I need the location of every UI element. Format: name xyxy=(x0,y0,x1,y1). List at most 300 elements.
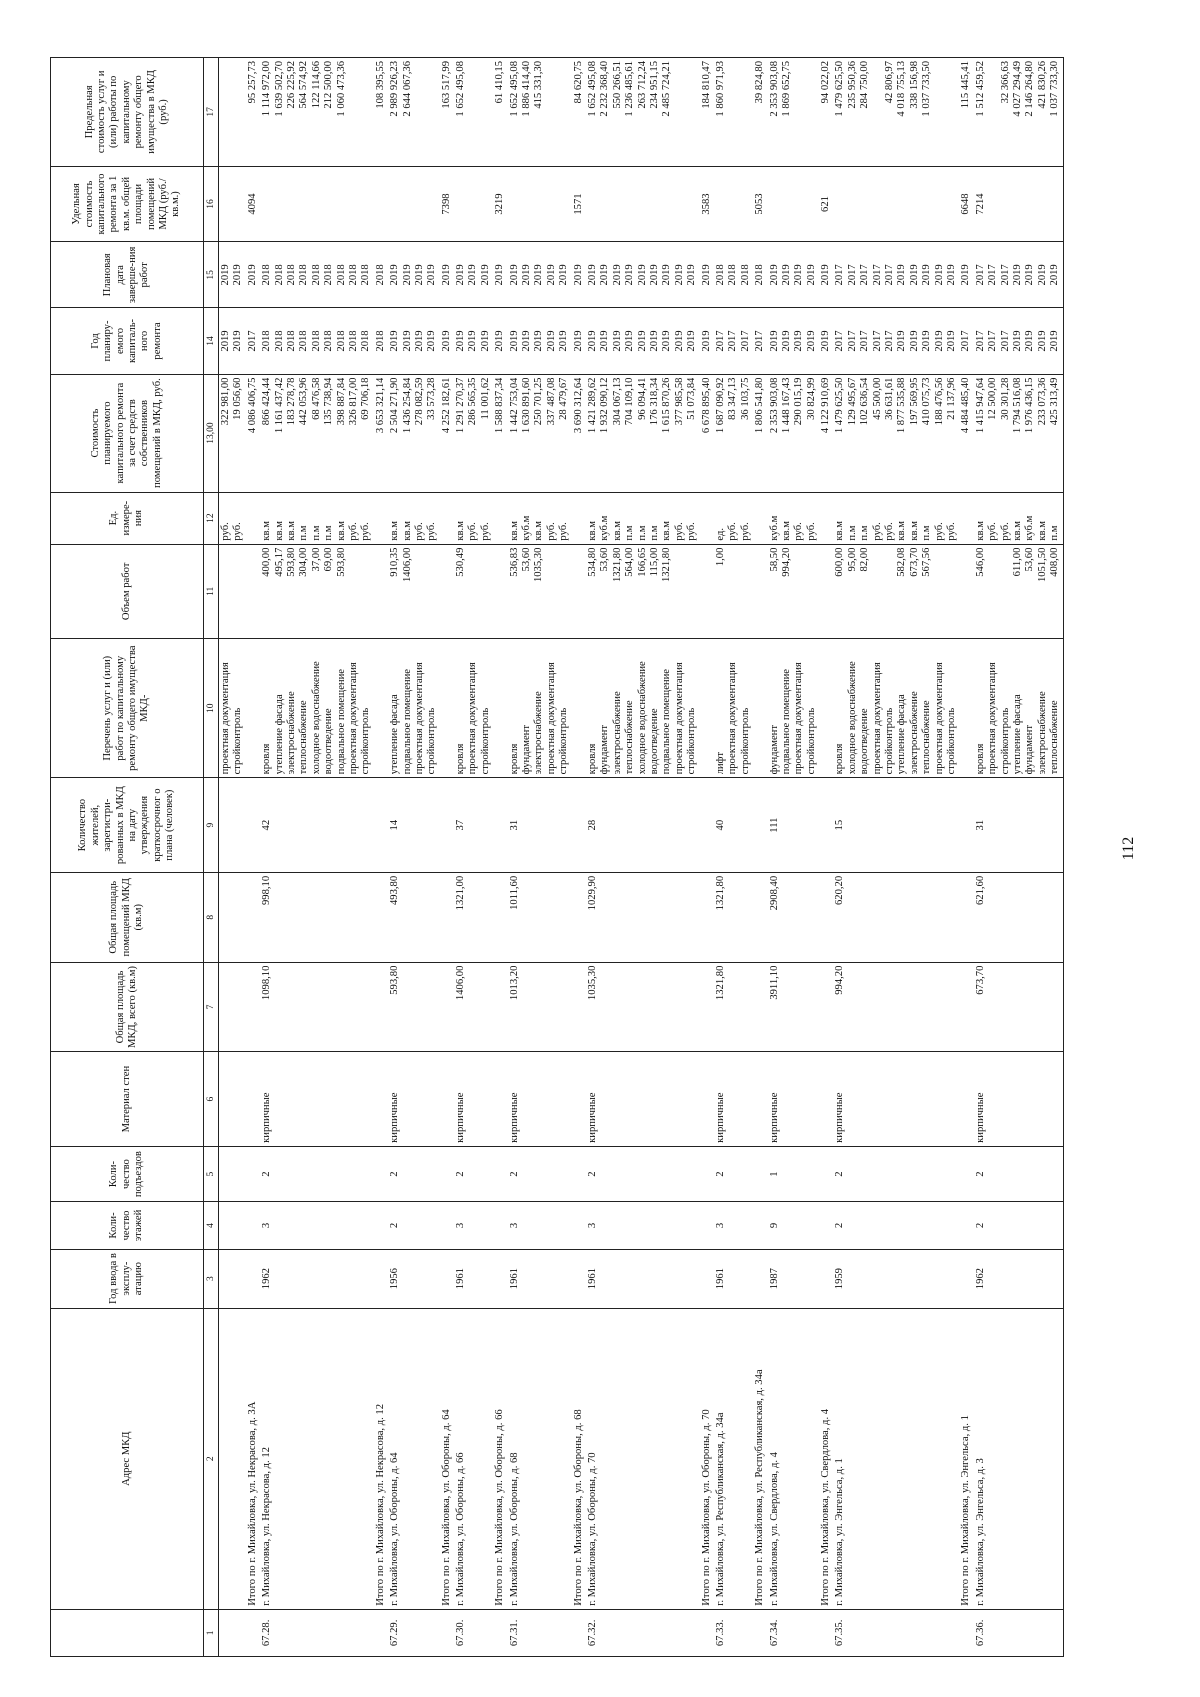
year-built-cell: 1959 xyxy=(833,1249,959,1308)
cost-cell-line: 36 103,75 xyxy=(739,377,751,420)
plan-year-cell-line: 2018 xyxy=(360,330,372,352)
plan-year-cell xyxy=(833,308,959,374)
cost-cell-line: 866 424,44 xyxy=(261,377,273,426)
works-cell xyxy=(246,639,260,778)
works-cell-line: электроснабжение xyxy=(611,691,623,775)
unit-cost-cell xyxy=(219,166,246,242)
col-number: 3 xyxy=(204,1249,219,1308)
plan-year-cell-line: 2017 xyxy=(246,330,258,352)
works-cell-line: подвальное помещение xyxy=(780,669,792,775)
end-date-cell-line: 2017 xyxy=(974,264,986,286)
volume-cell-line: 495,17 xyxy=(273,547,285,577)
col-header: Общая площадь помещений МКД (кв.м) xyxy=(51,872,204,962)
address-cell: г. Михайловка, ул. Обороны, д. 64 xyxy=(388,1308,440,1609)
cost-cell xyxy=(260,374,374,492)
end-date-cell-line: 2019 xyxy=(1011,264,1023,286)
limit-cost-line: 1 037 733,30 xyxy=(1049,61,1061,117)
col-header: Общая площадь МКД, всего (кв.м) xyxy=(51,962,204,1052)
plan-year-cell-line: 2019 xyxy=(521,330,533,352)
total-area-cell: 994,20 xyxy=(833,962,959,1052)
unit-cost-cell xyxy=(833,166,959,242)
end-date-cell xyxy=(833,242,959,308)
cost-cell xyxy=(768,374,820,492)
cost-cell-line: 6 678 895,40 xyxy=(700,377,712,434)
cost-cell-line: 1 877 535,88 xyxy=(896,377,908,434)
end-date-cell-line: 2019 xyxy=(479,264,491,286)
unit-cell-line xyxy=(375,496,387,541)
volume-cell-line xyxy=(232,548,244,635)
end-date-cell-line: 2019 xyxy=(820,264,832,286)
end-date-cell-line: 2018 xyxy=(323,264,335,286)
plan-year-cell-line: 2017 xyxy=(727,330,739,352)
cost-cell xyxy=(586,374,700,492)
end-date-cell-line: 2019 xyxy=(686,264,698,286)
unit-cell-line: кв.м xyxy=(661,521,673,541)
limit-cost-line xyxy=(727,61,739,163)
unit-cell-line: п.м xyxy=(298,525,310,541)
volume-cell-line: 534,80 xyxy=(587,547,599,577)
row-index xyxy=(440,1609,454,1656)
limit-cost-cell xyxy=(388,58,440,167)
residents-cell xyxy=(819,778,833,872)
plan-year-cell-line: 2018 xyxy=(310,330,322,352)
volume-cell xyxy=(246,544,260,638)
cost-cell-line: 410 075,73 xyxy=(921,377,933,426)
limit-cost-line: 226 225,92 xyxy=(285,61,297,109)
plan-year-cell xyxy=(374,308,388,374)
row-index xyxy=(572,1609,586,1656)
unit-cell-line xyxy=(701,496,713,541)
row-index xyxy=(819,1609,833,1656)
unit-cell-line xyxy=(960,496,972,541)
end-date-cell-line: 2019 xyxy=(401,264,413,286)
plan-year-cell-line: 2018 xyxy=(273,330,285,352)
works-cell-line: проектная документация xyxy=(220,662,231,775)
volume-cell-line: 546,00 xyxy=(974,547,986,577)
address-cell: Итого по г. Михайловка, ул. Обороны, д. 64 xyxy=(440,1308,454,1609)
total-area-cell xyxy=(440,962,454,1052)
limit-cost-cell xyxy=(572,58,586,167)
limit-cost-line xyxy=(946,61,958,163)
cost-cell xyxy=(714,374,753,492)
limit-cost-cell xyxy=(768,58,820,167)
unit-cell-line: п.м xyxy=(323,525,335,541)
plan-year-cell-line: 2019 xyxy=(479,330,491,352)
volume-cell-line xyxy=(546,548,558,635)
cost-cell-line: 45 500,00 xyxy=(871,377,883,420)
unit-cell xyxy=(833,492,959,544)
works-cell-line: холодное водоснабжение xyxy=(636,661,648,775)
end-date-cell-line: 2019 xyxy=(896,264,908,286)
cost-cell-line: 425 313,49 xyxy=(1049,377,1061,426)
total-area-cell xyxy=(493,962,507,1052)
premises-area-cell xyxy=(374,872,388,962)
unit-cell xyxy=(219,492,246,544)
unit-cost-cell xyxy=(374,166,388,242)
limit-cost-line: 4 018 755,13 xyxy=(896,61,908,117)
floors-cell xyxy=(440,1202,454,1249)
floors-cell: 2 xyxy=(388,1202,440,1249)
volume-cell xyxy=(260,544,374,638)
volume-cell-line: 408,00 xyxy=(1049,547,1061,577)
volume-cell-line: 536,83 xyxy=(508,547,520,577)
plan-year-cell xyxy=(572,308,586,374)
plan-year-cell-line: 2019 xyxy=(440,330,452,352)
unit-cell-line: кв.м xyxy=(896,521,908,541)
plan-year-cell-line: 2019 xyxy=(908,330,920,352)
plan-year-cell-line: 2018 xyxy=(374,330,386,352)
volume-cell xyxy=(388,544,440,638)
volume-cell-line xyxy=(934,548,946,635)
works-cell-line: кровля xyxy=(834,743,846,775)
total-area-cell xyxy=(374,962,388,1052)
row-index xyxy=(700,1609,714,1656)
unit-cost-cell xyxy=(768,166,820,242)
address-cell: г. Михайловка, ул. Обороны, д. 66 xyxy=(454,1308,493,1609)
works-cell-line: проектная документация xyxy=(871,662,883,775)
volume-cell-line: 53,60 xyxy=(521,547,533,572)
unit-cell-line: руб. xyxy=(999,522,1011,541)
volume-cell-line xyxy=(727,548,739,635)
volume-cell-line xyxy=(793,548,805,635)
volume-cell-line: 37,00 xyxy=(310,547,322,572)
works-cell xyxy=(700,639,714,778)
works-cell-line: электроснабжение xyxy=(908,691,920,775)
unit-cost-cell xyxy=(508,166,572,242)
plan-year-cell-line: 2019 xyxy=(686,330,698,352)
end-date-cell-line: 2019 xyxy=(494,264,506,286)
col-header: Удельная стоимость капитального ремонта за 1 кв.м. общей площади помещений МКД (руб./кв.м.) xyxy=(51,166,204,242)
plan-year-cell xyxy=(959,308,973,374)
plan-year-cell-line: 2019 xyxy=(793,330,805,352)
table-row xyxy=(572,58,586,1657)
unit-cell xyxy=(768,492,820,544)
end-date-cell xyxy=(246,242,260,308)
volume-cell-line xyxy=(820,548,832,635)
volume-cell-line: 166,65 xyxy=(636,547,648,577)
row-index: 67.35. xyxy=(833,1609,959,1656)
volume-cell-line: 69,00 xyxy=(323,547,335,572)
residents-cell: 42 xyxy=(260,778,374,872)
unit-cell-line: кв.м xyxy=(974,521,986,541)
col-header: Плановая дата заверше-ния работ xyxy=(51,242,204,308)
year-built-cell: 1961 xyxy=(586,1249,700,1308)
works-cell-line: подвальное помещение xyxy=(401,669,413,775)
unit-cost-cell xyxy=(586,166,700,242)
limit-cost-cell xyxy=(219,58,246,167)
works-cell xyxy=(440,639,454,778)
cost-cell-line: 4 252 182,61 xyxy=(440,377,452,434)
cost-cell-line: 1 415 947,64 xyxy=(974,377,986,434)
plan-year-cell xyxy=(974,308,1063,374)
floors-cell: 3 xyxy=(586,1202,700,1249)
limit-cost-line: 39 824,80 xyxy=(754,61,766,104)
works-cell-line: проектная документация xyxy=(467,662,479,775)
cost-cell-line: 1 448 167,43 xyxy=(780,377,792,434)
works-cell-line: стройконтроль xyxy=(479,707,491,775)
col-number: 11 xyxy=(204,544,219,638)
limit-cost-line: 42 806,97 xyxy=(884,61,896,104)
premises-area-cell xyxy=(572,872,586,962)
works-cell-line: теплоснабжение xyxy=(298,700,310,775)
end-date-cell-line: 2019 xyxy=(426,264,438,286)
year-built-cell: 1987 xyxy=(768,1249,820,1308)
end-date-cell-line: 2019 xyxy=(960,264,972,286)
volume-cell-line xyxy=(674,548,686,635)
end-date-cell xyxy=(700,242,714,308)
end-date-cell-line: 2019 xyxy=(533,264,545,286)
residents-cell: 31 xyxy=(974,778,1063,872)
limit-cost-cell xyxy=(819,58,833,167)
unit-cost-cell xyxy=(714,166,753,242)
col-header: Предельная стоимость услуг и (или) работы по капитальному ремонту общего имущества в МКД (руб.) xyxy=(51,58,204,167)
works-cell-line: стройконтроль xyxy=(999,707,1011,775)
plan-year-cell-line: 2019 xyxy=(1024,330,1036,352)
unit-cell-line: п.м xyxy=(648,525,660,541)
cost-cell-line: 1 630 891,60 xyxy=(521,377,533,434)
residents-cell: 14 xyxy=(388,778,440,872)
limit-cost-line: 1 479 625,50 xyxy=(834,61,846,117)
address-cell: Итого по г. Михайловка, ул. Республиканская, д. 34а xyxy=(753,1308,767,1609)
wall-material-cell: кирпичные xyxy=(508,1052,572,1146)
works-cell-line: проектная документация xyxy=(727,662,739,775)
volume-cell-line: 304,00 xyxy=(298,547,310,577)
works-cell-line: стройконтроль xyxy=(946,707,957,775)
limit-cost-line xyxy=(348,61,360,163)
entrances-cell: 2 xyxy=(586,1146,700,1202)
col-header: Материал стен xyxy=(51,1052,204,1146)
unit-cell xyxy=(974,492,1063,544)
plan-year-cell-line: 2017 xyxy=(754,330,766,352)
plan-year-cell-line: 2019 xyxy=(599,330,611,352)
table-row xyxy=(700,58,714,1657)
end-date-cell-line: 2019 xyxy=(220,264,231,286)
residents-cell xyxy=(959,778,973,872)
premises-area-cell xyxy=(246,872,260,962)
table-row xyxy=(714,58,753,1657)
entrances-cell xyxy=(493,1146,507,1202)
works-cell-line xyxy=(960,642,972,774)
end-date-cell-line: 2018 xyxy=(360,264,372,286)
end-date-cell-line: 2018 xyxy=(739,264,751,286)
cost-cell-line: 12 500,00 xyxy=(987,377,999,420)
unit-cell xyxy=(586,492,700,544)
cost-cell-line: 1 436 254,84 xyxy=(401,377,413,434)
cost-cell-line: 278 082,59 xyxy=(413,377,425,426)
unit-cell xyxy=(374,492,388,544)
unit-cell-line xyxy=(820,496,832,541)
cost-cell-line: 326 817,00 xyxy=(347,377,359,426)
volume-cell xyxy=(454,544,493,638)
col-number: 4 xyxy=(204,1202,219,1249)
total-area-cell xyxy=(700,962,714,1052)
wall-material-cell: кирпичные xyxy=(586,1052,700,1146)
unit-cell-line: кв.м xyxy=(273,521,285,541)
volume-cell xyxy=(714,544,753,638)
limit-cost-cell xyxy=(753,58,767,167)
address-cell: Итого по г. Михайловка, ул. Энгельса, д. 1 xyxy=(959,1308,973,1609)
table-row xyxy=(454,58,493,1657)
plan-year-cell-line: 2017 xyxy=(834,330,846,352)
end-date-cell-line: 2019 xyxy=(908,264,920,286)
limit-cost-line: 415 331,30 xyxy=(533,61,545,109)
limit-cost-cell xyxy=(833,58,959,167)
limit-cost-line: 61 410,15 xyxy=(494,61,506,104)
plan-year-cell-line: 2019 xyxy=(896,330,908,352)
year-built-cell xyxy=(700,1249,714,1308)
unit-cost-cell xyxy=(454,166,493,242)
limit-cost-line: 1 652 495,08 xyxy=(455,61,467,117)
cost-cell-line: 1 794 516,08 xyxy=(1011,377,1023,434)
header-row xyxy=(51,58,204,1657)
cost-cell-line: 322 981,00 xyxy=(220,377,231,426)
volume-cell-line: 593,80 xyxy=(285,547,297,577)
unit-cell-line: руб. xyxy=(739,522,751,541)
plan-year-cell-line: 2018 xyxy=(347,330,359,352)
entrances-cell xyxy=(753,1146,767,1202)
limit-cost-line xyxy=(872,61,884,163)
entrances-cell: 2 xyxy=(260,1146,374,1202)
wall-material-cell: кирпичные xyxy=(768,1052,820,1146)
end-date-cell-line: 2017 xyxy=(999,264,1011,286)
total-area-cell: 1035,30 xyxy=(586,962,700,1052)
volume-cell-line xyxy=(441,548,453,635)
works-cell xyxy=(454,639,493,778)
year-built-cell: 1956 xyxy=(388,1249,440,1308)
limit-cost-line xyxy=(740,61,752,163)
residents-cell xyxy=(246,778,260,872)
cost-cell-line: 304 067,13 xyxy=(611,377,623,426)
end-date-cell-line: 2018 xyxy=(285,264,297,286)
cost-cell-line: 1 806 541,80 xyxy=(754,377,766,434)
end-date-cell-line: 2017 xyxy=(871,264,883,286)
end-date-cell-line: 2017 xyxy=(834,264,846,286)
works-cell-line: кровля xyxy=(455,743,467,775)
end-date-cell xyxy=(572,242,586,308)
residents-cell: 40 xyxy=(714,778,753,872)
year-built-cell xyxy=(219,1249,246,1308)
unit-cell xyxy=(714,492,753,544)
wall-material-cell xyxy=(246,1052,260,1146)
total-area-cell xyxy=(753,962,767,1052)
unit-cell-line: п.м xyxy=(624,525,636,541)
limit-cost-line: 122 114,66 xyxy=(310,61,322,109)
cost-cell-line: 1 421 289,62 xyxy=(587,377,599,434)
end-date-cell-line: 2019 xyxy=(246,264,258,286)
cost-cell xyxy=(219,374,246,492)
unit-cell-line: кв.м xyxy=(401,521,413,541)
end-date-cell-line: 2019 xyxy=(508,264,520,286)
limit-cost-line: 115 445,41 xyxy=(960,61,972,109)
end-date-cell xyxy=(819,242,833,308)
table-row xyxy=(493,58,507,1657)
premises-area-cell: 621,60 xyxy=(974,872,1063,962)
end-date-cell-line: 2019 xyxy=(587,264,599,286)
entrances-cell xyxy=(440,1146,454,1202)
end-date-cell xyxy=(454,242,493,308)
end-date-cell xyxy=(493,242,507,308)
end-date-cell-line: 2017 xyxy=(884,264,896,286)
wall-material-cell xyxy=(959,1052,973,1146)
year-built-cell xyxy=(493,1249,507,1308)
cost-cell-line: 377 985,58 xyxy=(673,377,685,426)
works-cell xyxy=(374,639,388,778)
works-cell-line: фундамент xyxy=(599,725,611,775)
limit-cost-line xyxy=(546,61,558,163)
col-header: Стоимость планируемого капитального ремонта за счет средств собственников помещений в МКД, руб. xyxy=(51,374,204,492)
wall-material-cell: кирпичные xyxy=(974,1052,1063,1146)
plan-year-cell-line: 2017 xyxy=(884,330,896,352)
works-cell xyxy=(219,639,246,778)
volume-cell-line: 530,49 xyxy=(455,547,467,577)
col-header: Объем работ xyxy=(51,544,204,638)
unit-cell xyxy=(959,492,973,544)
works-cell-line: подвальное помещение xyxy=(661,669,673,775)
volume-cell xyxy=(493,544,507,638)
works-cell-line: проектная документация xyxy=(545,662,557,775)
end-date-cell-line: 2018 xyxy=(261,264,273,286)
volume-cell-line: 910,35 xyxy=(389,547,401,577)
end-date-cell xyxy=(768,242,820,308)
limit-cost-cell xyxy=(246,58,260,167)
volume-cell-line: 82,00 xyxy=(859,547,871,572)
wall-material-cell xyxy=(219,1052,246,1146)
entrances-cell xyxy=(246,1146,260,1202)
plan-year-cell-line: 2018 xyxy=(323,330,335,352)
cost-cell-line: 1 615 870,26 xyxy=(661,377,673,434)
unit-cell-line: руб. xyxy=(805,522,817,541)
premises-area-cell: 620,20 xyxy=(833,872,959,962)
works-cell xyxy=(974,639,1063,778)
works-cell-line xyxy=(441,642,453,774)
address-cell: Итого по г. Михайловка, ул. Некрасова, д. 3А xyxy=(246,1308,260,1609)
plan-year-cell-line: 2019 xyxy=(558,330,570,352)
unit-cell-line: куб.м xyxy=(768,515,780,541)
volume-cell xyxy=(572,544,586,638)
floors-cell: 3 xyxy=(714,1202,753,1249)
works-cell-line: стройконтроль xyxy=(805,707,817,775)
plan-year-cell-line: 2019 xyxy=(426,330,438,352)
year-built-cell xyxy=(440,1249,454,1308)
cost-cell-line: 96 094,41 xyxy=(636,377,648,420)
works-cell xyxy=(714,639,753,778)
unit-cost-cell: 4094 xyxy=(246,166,260,242)
col-number: 13,00 xyxy=(204,374,219,492)
volume-cell-line xyxy=(220,548,232,635)
premises-area-cell: 1321,00 xyxy=(454,872,493,962)
works-cell-line: стройконтроль xyxy=(360,707,372,775)
works-cell-line xyxy=(247,642,259,774)
plan-year-cell-line: 2019 xyxy=(673,330,685,352)
cost-cell-line: 68 476,58 xyxy=(310,377,322,420)
unit-cell-line: руб. xyxy=(793,522,805,541)
works-cell-line: стройконтроль xyxy=(739,707,751,775)
works-cell xyxy=(260,639,374,778)
entrances-cell: 2 xyxy=(833,1146,959,1202)
unit-cell-line: кв.м xyxy=(908,521,920,541)
plan-year-cell-line: 2017 xyxy=(739,330,751,352)
works-cell-line: кровля xyxy=(974,743,986,775)
entrances-cell: 2 xyxy=(508,1146,572,1202)
unit-cell-line: кв.м xyxy=(508,521,520,541)
cost-cell-line: 28 479,67 xyxy=(558,377,570,420)
plan-year-cell-line: 2018 xyxy=(285,330,297,352)
unit-cell-line: кв.м xyxy=(533,521,545,541)
premises-area-cell: 1321,80 xyxy=(714,872,753,962)
cost-cell xyxy=(440,374,454,492)
volume-cell-line xyxy=(426,548,438,635)
volume-cell-line: 58,50 xyxy=(768,547,780,572)
